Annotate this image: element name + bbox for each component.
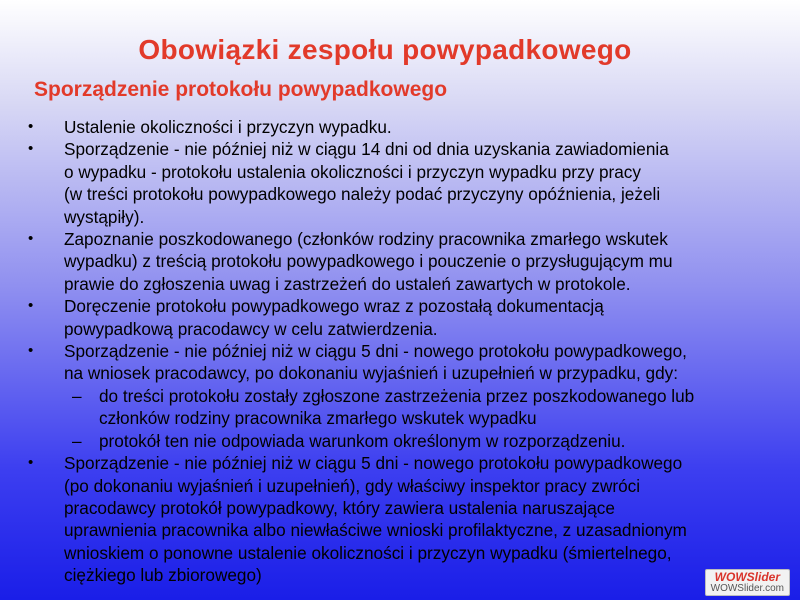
bullet-line: ciężkiego lub zbiorowego) bbox=[64, 565, 262, 586]
sub-bullet-line: członków rodziny pracownika zmarłego wskutek wypadku bbox=[99, 408, 537, 429]
bullet-line: (po dokonaniu wyjaśnień i uzupełnień), gdy właściwy inspektor pracy zwróci bbox=[64, 475, 641, 496]
bullet-line: na wniosek pracodawcy, po dokonaniu wyjaśnień i uzupełnień w przypadku, gdy: bbox=[64, 363, 679, 384]
bullet-line: Sporządzenie - nie później niż w ciągu 14 dni od dnia uzyskania zawiadomienia bbox=[64, 139, 669, 160]
dash-mark: – bbox=[72, 430, 82, 451]
wowslider-watermark-link[interactable] bbox=[705, 569, 790, 596]
bullet-line: Zapoznanie poszkodowanego (członków rodziny pracownika zmarłego wskutek bbox=[64, 229, 668, 250]
slide-subtitle: Sporządzenie protokołu powypadkowego bbox=[34, 78, 448, 101]
sub-bullet-line: do treści protokołu zostały zgłoszone zastrzeżenia przez poszkodowanego lub bbox=[99, 385, 695, 406]
bullet-line: Sporządzenie - nie później niż w ciągu 5 dni - nowego protokołu powypadkowego bbox=[64, 453, 683, 474]
sub-bullet-item bbox=[28, 385, 768, 430]
bullet-line: wypadku) z treścią protokołu powypadkowego i pouczenie o przysługującym mu bbox=[64, 251, 673, 272]
bullet-line: o wypadku - protokołu ustalenia okoliczności i przyczyn wypadku przy pracy bbox=[64, 161, 641, 182]
bullet-list bbox=[28, 116, 768, 587]
bullet-mark: • bbox=[28, 454, 34, 472]
bullet-item bbox=[28, 340, 768, 385]
bullet-mark: • bbox=[28, 297, 34, 315]
slide-title: Obowiązki zespołu powypadkowego bbox=[138, 34, 632, 65]
bullet-line: powypadkową pracodawcy w celu zatwierdzenia. bbox=[64, 318, 438, 339]
bullet-item bbox=[28, 452, 768, 586]
bullet-line: uprawnienia pracownika albo niewłaściwe wnioski profilaktyczne, z uzasadnionym bbox=[64, 520, 687, 541]
bullet-mark: • bbox=[28, 230, 34, 248]
bullet-item bbox=[28, 295, 768, 340]
watermark-url: WOWSlider.com bbox=[710, 583, 784, 594]
bullet-line: Ustalenie okoliczności i przyczyn wypadku. bbox=[64, 117, 392, 137]
bullet-item bbox=[28, 228, 768, 295]
watermark-brand: WOWSlider bbox=[714, 570, 780, 584]
bullet-line: Doręczenie protokołu powypadkowego wraz z pozostałą dokumentacją bbox=[64, 296, 604, 317]
sub-bullet-item bbox=[28, 430, 768, 452]
bullet-line: (w treści protokołu powypadkowego należy podać przyczyny opóźnienia, jeżeli bbox=[64, 184, 661, 205]
bullet-item bbox=[28, 116, 768, 138]
bullet-item bbox=[28, 138, 768, 228]
bullet-line: wystąpiły). bbox=[64, 206, 145, 227]
dash-mark: – bbox=[72, 385, 82, 406]
bullet-line: Sporządzenie - nie później niż w ciągu 5 dni - nowego protokołu powypadkowego, bbox=[64, 341, 687, 362]
sub-bullet-line: protokół ten nie odpowiada warunkom określonym w rozporządzeniu. bbox=[99, 430, 626, 451]
bullet-line: wnioskiem o ponowne ustalenie okoliczności i przyczyn wypadku (śmiertelnego, bbox=[64, 542, 672, 563]
bullet-mark: • bbox=[28, 140, 34, 158]
bullet-line: prawie do zgłoszenia uwag i zastrzeżeń do ustaleń zawartych w protokole. bbox=[64, 273, 631, 294]
bullet-line: pracodawcy protokół powypadkowy, który zawiera ustalenia naruszające bbox=[64, 497, 615, 518]
bullet-mark: • bbox=[28, 118, 34, 135]
bullet-mark: • bbox=[28, 342, 34, 360]
